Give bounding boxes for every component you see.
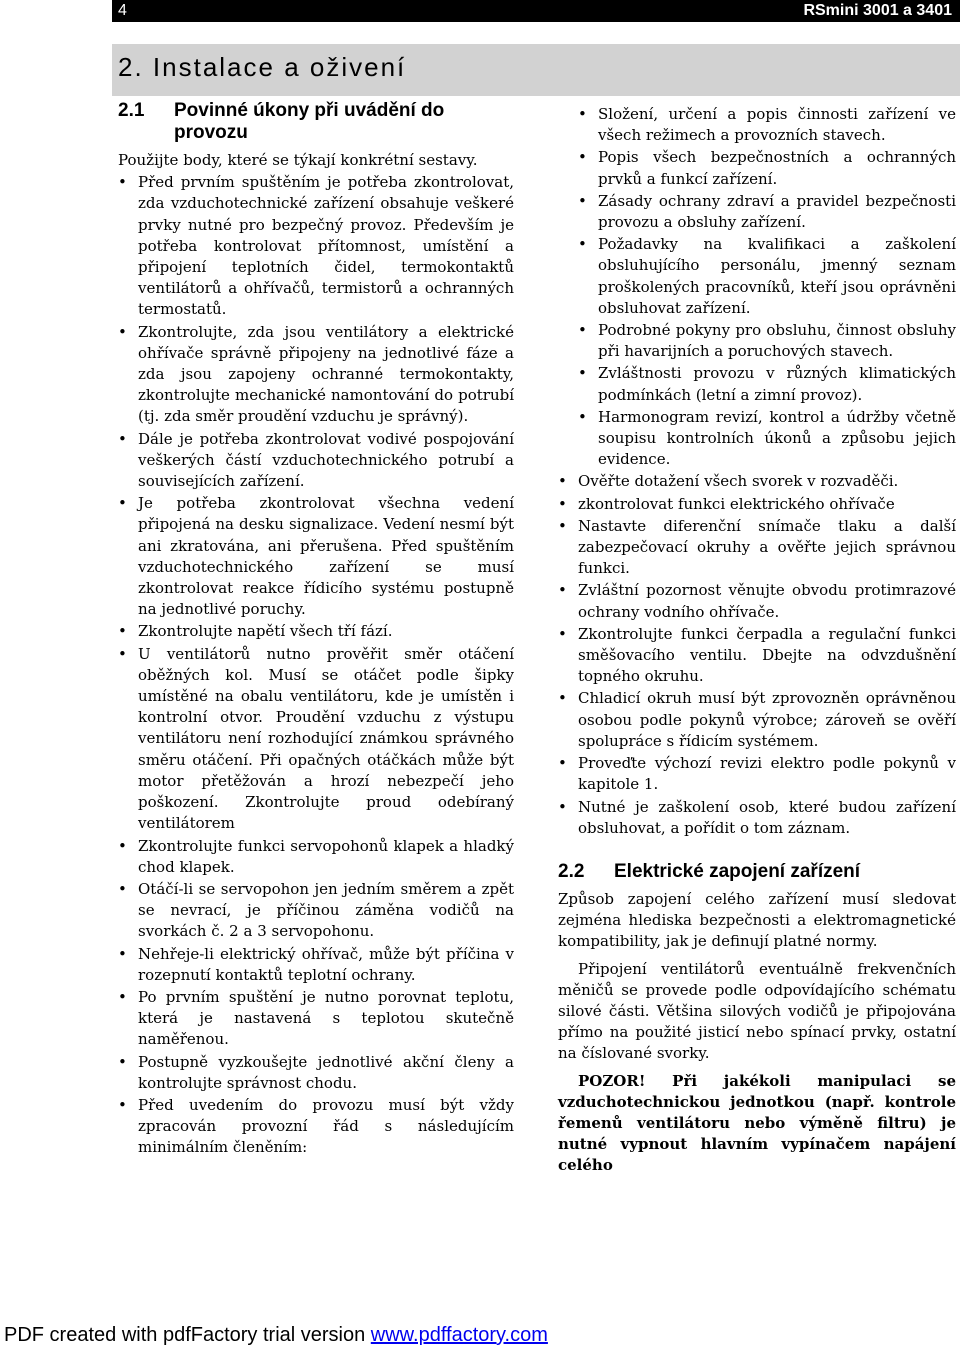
bullet-icon: • [558,689,567,708]
bullet-icon: • [578,191,587,210]
intro-text: Použijte body, které se týkají konkrétní sestavy. [118,151,478,169]
list-item: • Před prvním spuštěním je potřeba zkontrolovat, zda vzduchotechnické zařízení obsahuje veškeré prvky nutné pro bezpečný provoz. Především je potřeba kontrolovat přítomnost, umístění a připojení teplotních čidel, termokontaktů ventilátorů a ohřívačů, termistorů a ochranných termostatů. [118,173,514,319]
paragraph: Připojení ventilátorů eventuálně frekvenčních měničů se provede podle odpovídajícího schématu silové části. Většina silových vodičů je připojována přímo na použité jisticí nebo spínací prvky, ostatní na číslované svorky. [558,959,956,1063]
list-item: • Před uvedením do provozu musí být vždy zpracován provozní řád s následujícím minimálním členěním: [118,1095,514,1157]
bullet-icon: • [558,754,567,773]
paragraph: Způsob zapojení celého zařízení musí sledovat zejména hlediska bezpečnosti a elektromagnetické kompatibility, jak je definují platné normy. [558,889,956,951]
list-item: • Nastavte diferenční snímače tlaku a další zabezpečovací okruhy a ověřte jejich správnou funkci. [558,516,956,578]
bullet-icon: • [118,1095,127,1114]
list-item: • Harmonogram revizí, kontrol a údržby včetně soupisu kontrolních úkonů a způsobu jejich evidence. [578,407,956,469]
list-item: • Složení, určení a popis činnosti zařízení ve všech režimech a provozních stavech. [578,105,956,145]
chapter-title: 2. Instalace a oživení [118,52,407,82]
list-item: • Zásady ochrany zdraví a pravidel bezpečnosti provozu a obsluhy zařízení. [578,191,956,232]
bullet-icon: • [578,235,587,254]
list-item: • Chladicí okruh musí být zprovozněn oprávněnou osobou podle pokynů výrobce; zároveň se ověří spolupráce s řídicím systémem. [558,689,956,750]
section-2-2-heading [558,861,956,883]
bullet-icon: • [118,173,127,192]
bullet-icon: • [578,407,587,426]
bullet-icon: • [118,429,127,448]
list-item: • Zkontrolujte funkci čerpadla a regulační funkci směšovacího ventilu. Dbejte na odvzdušnění topného okruhu. [558,624,956,686]
bullet-icon: • [578,105,587,123]
list-item: • Otáčí-li se servopohon jen jedním směrem a zpět se nevrací, je příčinou záměna vodičů na svorkách č. 2 a 3 servopohonu. [118,879,514,941]
list-item: • Zkontrolujte funkci servopohonů klapek a hladký chod klapek. [118,836,514,876]
list-item: • Zvláštnosti provozu v různých klimatických podmínkách (letní a zimní provoz). [578,364,956,404]
list-item: • Zkontrolujte, zda jsou ventilátory a elektrické ohřívače správně připojeny na jednotlivé fáze a zda jsou zapojeny ochranné termokontakty, zkontrolujte mechanické namontování do potrubí (tj. zda směr proudění vzduchu je správný). [118,322,514,426]
page-number: 4 [118,2,127,19]
bullet-icon: • [558,494,567,513]
list-item: • zkontrolovat funkci elektrického ohřívače [558,494,956,515]
list-item: • U ventilátorů nutno prověřit směr otáčení oběžných kol. Musí se otáčet podle šipky umístěné na obalu ventilátoru, kde je umístěn i kontrolní otvor. Proudění vzduchu z výstupu ventilátoru není rozhodující známkou správného směru otáčení. Při opačných otáčkách může být motor přetěžován a hrozí nebezpečí jeho poškození. Zkontrolujte proud odebíraný ventilátorem [118,644,514,833]
list-item: • Zvláštní pozornost věnujte obvodu protimrazové ochrany vodního ohřívače. [558,581,956,621]
list-item: • Ověřte dotažení všech svorek v rozvaděči. [558,471,956,492]
section-title: Elektrické zapojení zařízení [614,860,861,882]
left-bullet-list [118,172,514,1158]
bullet-icon: • [118,944,127,963]
bullet-icon: • [558,797,567,816]
bullet-icon: • [118,987,127,1006]
list-item: • Zkontrolujte napětí všech tří fází. [118,621,514,642]
footer-link[interactable]: www.pdffactory.com [370,1324,548,1346]
section-number: 2.1 [118,100,145,121]
list-item: • Proveďte výchozí revizi elektro podle pokynů v kapitole 1. [558,754,956,794]
bullet-icon: • [118,836,127,855]
bullet-icon: • [558,624,567,643]
list-item: • Po prvním spuštění je nutno porovnat teplotu, která je nastavená s teplotou skutečně naměřenou. [118,987,514,1049]
section-2-1-heading [118,100,514,144]
section-number: 2.2 [558,860,585,882]
footer-text: PDF created with pdfFactory trial version [4,1324,371,1346]
document-title: RSmini 3001 a 3401 [803,2,952,19]
bullet-icon: • [578,364,587,383]
bullet-icon: • [558,516,567,535]
pdf-footer [4,1324,548,1347]
bullet-icon: • [558,581,567,600]
right-column [558,104,956,1183]
bullet-icon: • [118,622,127,641]
list-item: • Popis všech bezpečnostních a ochranných prvků a funkcí zařízení. [578,148,956,188]
list-item: • Požadavky na kvalifikaci a zaškolení obsluhujícího personálu, jmenný seznam proškolených pracovníků, kteří jsou oprávněni obsluhovat zařízení. [578,235,956,317]
list-item: • Podrobné pokyny pro obsluhu, činnost obsluhy při havarijních a poruchových stavech. [578,321,956,361]
bullet-icon: • [578,321,587,340]
bullet-icon: • [118,322,127,341]
section-title: Povinné úkony při uvádění do provozu [174,100,445,143]
bullet-icon: • [578,148,587,167]
left-column [118,100,514,1160]
bullet-icon: • [558,472,567,491]
sub-bullet-list [558,104,956,470]
warning-paragraph: POZOR! Při jakékoli manipulaci se vzduchotechnickou jednotkou (např. kontrole řemenů ventilátoru nebo výměně filtru) je nutné vypnout hlavním vypínačem napájení celého [558,1071,956,1175]
list-item: • Je potřeba zkontrolovat všechna vedení připojená na desku signalizace. Vedení nesmí být ani zkratována, ani přerušena. Před spuštěním vzduchotechnického zařízení se musí zkontrolovat reakce řídicího systému postupně na jednotlivé poruchy. [118,494,514,619]
list-item: • Dále je potřeba zkontrolovat vodivé pospojování veškerých částí vzduchotechnického potrubí a souvisejících zařízení. [118,429,514,491]
bullet-icon: • [118,1052,127,1071]
bullet-icon: • [118,644,127,663]
bullet-icon: • [118,494,127,513]
bullet-icon: • [118,879,127,898]
list-item: • Postupně vyzkoušejte jednotlivé akční členy a kontrolujte správnost chodu. [118,1052,514,1092]
list-item: • Nehřeje-li elektrický ohřívač, může být příčina v rozepnutí kontaktů teplotní ochrany. [118,944,514,984]
list-item: • Nutné je zaškolení osob, které budou zařízení obsluhovat, a pořídit o tom záznam. [558,797,956,837]
right-bullet-list [558,471,956,838]
